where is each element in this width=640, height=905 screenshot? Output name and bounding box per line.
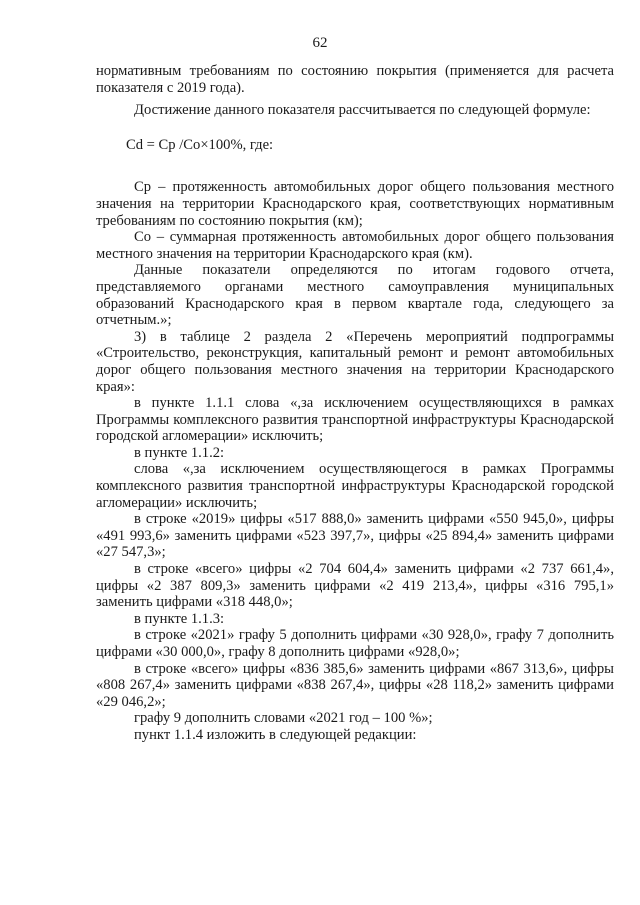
paragraph: в пункте 1.1.2: <box>134 444 225 461</box>
paragraph: пункт 1.1.4 изложить в следующей редакции: <box>134 726 417 743</box>
paragraph: в пункте 1.1.3: <box>134 610 225 627</box>
formula: Cd = Cp /Co×100%, где: <box>126 136 274 153</box>
paragraph: Со – суммарная протяженность автомобильных дорог общего пользования местного значения на территории Краснодарского края (км). <box>96 229 614 262</box>
paragraph: нормативным требованиям по состоянию покрытия (применяется для расчета показателя с 2019 года). <box>96 63 614 96</box>
page-number: 62 <box>312 35 328 51</box>
paragraph: 3) в таблице 2 раздела 2 «Перечень мероприятий подпрограммы «Строительство, реконструкция, капитальный ремонт и ремонт автомобильных дорог общего пользования местного значения на территории Краснодарского края»: <box>96 328 614 395</box>
paragraph: слова «,за исключением осуществляющегося в рамках Программы комплексного развития транспортной инфраструктуры Краснодарской городской агломерации» исключить; <box>96 461 614 511</box>
paragraph: в строке «2019» цифры «517 888,0» заменить цифрами «550 945,0», цифры «491 993,6» заменить цифрами «523 397,7», цифры «25 894,4» заменить цифрами «27 547,3»; <box>96 511 614 561</box>
paragraph: графу 9 дополнить словами «2021 год – 100 %»; <box>134 710 433 727</box>
paragraph: Достижение данного показателя рассчитывается по следующей формуле: <box>134 102 591 119</box>
paragraph: в строке «2021» графу 5 дополнить цифрами «30 928,0», графу 7 дополнить цифрами «30 000,0», графу 8 дополнить цифрами «928,0»; <box>96 627 614 660</box>
paragraph: в строке «всего» цифры «2 704 604,4» заменить цифрами «2 737 661,4», цифры «2 387 809,3» заменить цифрами «2 419 213,4», цифры «316 795,1» заменить цифрами «318 448,0»; <box>96 561 614 611</box>
paragraph: в строке «всего» цифры «836 385,6» заменить цифрами «867 313,6», цифры «808 267,4» заменить цифрами «838 267,4», цифры «28 118,2» заменить цифрами «29 046,2»; <box>96 660 614 710</box>
paragraph: Ср – протяженность автомобильных дорог общего пользования местного значения на территории Краснодарского края, соответствующих нормативным требованиям по состоянию покрытия (км); <box>96 179 614 229</box>
document-body <box>96 63 614 744</box>
paragraph: в пункте 1.1.1 слова «,за исключением осуществляющихся в рамках Программы комплексного развития транспортной инфраструктуры Краснодарской городской агломерации» исключить; <box>96 395 614 445</box>
paragraph: Данные показатели определяются по итогам годового отчета, представляемого органами местного самоуправления муниципальных образований Краснодарского края в первом квартале года, следующего за отчетным.»; <box>96 262 614 329</box>
